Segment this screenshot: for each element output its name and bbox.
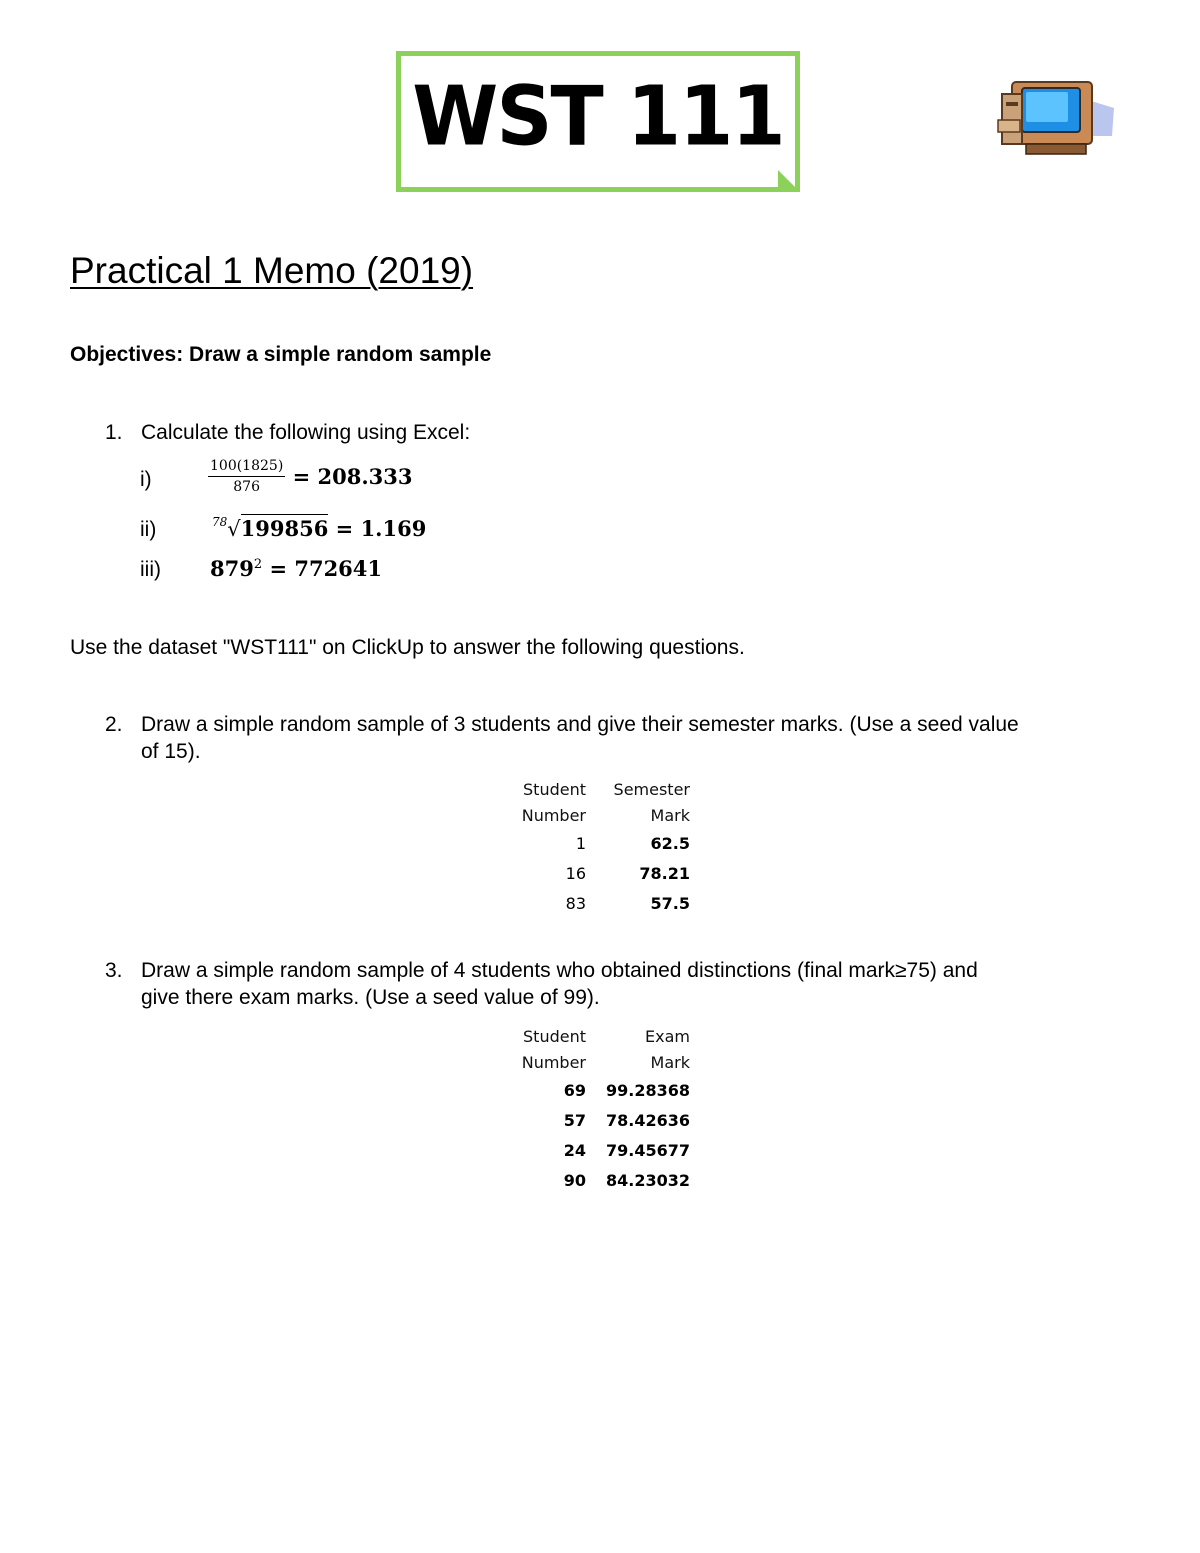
q1-fraction-numerator: 100(1825) <box>208 458 285 477</box>
table-header-cell: Semester <box>613 779 690 799</box>
table-header-cell: Mark <box>650 805 690 825</box>
table-cell: 83 <box>565 893 586 913</box>
table-header-cell: Mark <box>650 1052 690 1072</box>
question-3-number: 3. <box>105 959 123 982</box>
radical-sign-icon: √ <box>227 517 241 541</box>
q1-item-ii-label: ii) <box>140 518 157 541</box>
q1-item-iii-expression <box>210 556 382 581</box>
table-header-cell: Student <box>523 1026 586 1046</box>
q1-root-index: 78 <box>212 515 228 529</box>
table-cell: 90 <box>563 1170 586 1190</box>
course-logo-box <box>396 51 800 192</box>
table-row <box>508 858 690 888</box>
table-cell: 84.23032 <box>605 1170 690 1190</box>
computer-icon <box>996 78 1120 156</box>
q1-radicand: 199856 <box>240 516 329 541</box>
page-title: Practical 1 Memo (2019) <box>70 250 474 291</box>
table-row <box>508 1105 690 1135</box>
table-cell: 57 <box>563 1110 586 1130</box>
table-header-cell: Exam <box>645 1026 690 1046</box>
objectives-heading: Objectives: Draw a simple random sample <box>70 343 492 366</box>
table-header-cell: Number <box>521 1052 586 1072</box>
table-cell: 69 <box>563 1080 586 1100</box>
question-2-number: 2. <box>105 713 123 736</box>
table-cell: 1 <box>575 833 586 853</box>
q1-fraction-denominator: 876 <box>233 479 260 495</box>
table-header-row <box>508 802 690 828</box>
table-cell: 62.5 <box>650 833 690 853</box>
table-row <box>508 828 690 858</box>
table-cell: 24 <box>563 1140 586 1160</box>
question-2-text-line1: Draw a simple random sample of 3 students and give their semester marks. (Use a seed value <box>141 713 1019 736</box>
table-row <box>508 1135 690 1165</box>
table-row <box>508 1075 690 1105</box>
question-3-text-line1: Draw a simple random sample of 4 students who obtained distinctions (final mark≥75) and <box>141 959 978 982</box>
q1-item-iii-label: iii) <box>140 558 161 581</box>
table-header-row <box>508 776 690 802</box>
q1-exponent: 2 <box>253 557 263 572</box>
q1-item-ii-expression <box>212 516 426 541</box>
q1-item-i-expression <box>208 458 412 495</box>
q1-item-iii-result: = 772641 <box>269 556 383 581</box>
dataset-instruction: Use the dataset "WST111" on ClickUp to answer the following questions. <box>70 636 745 659</box>
table-cell: 99.28368 <box>605 1080 690 1100</box>
table-cell: 78.42636 <box>605 1110 690 1130</box>
table-row <box>508 888 690 918</box>
table-cell: 16 <box>565 863 586 883</box>
question-1-number: 1. <box>105 421 123 444</box>
q1-fraction <box>208 458 285 495</box>
table-cell: 57.5 <box>650 893 690 913</box>
table-header-row <box>508 1023 690 1049</box>
course-logo-text: WST 111 <box>412 69 784 165</box>
table-cell: 79.45677 <box>605 1140 690 1160</box>
table-row <box>508 1165 690 1195</box>
question-1-text: Calculate the following using Excel: <box>141 421 471 444</box>
q1-item-ii-result: = 1.169 <box>335 516 427 541</box>
question-2-text-line2: of 15). <box>141 740 201 763</box>
table-cell: 78.21 <box>639 863 690 883</box>
logo-page-fold <box>778 170 800 192</box>
q1-item-i-result: = 208.333 <box>292 464 413 489</box>
question-3-text-line2: give there exam marks. (Use a seed value of 99). <box>141 986 600 1009</box>
table-header-row <box>508 1049 690 1075</box>
q1-base: 879 <box>210 556 254 581</box>
q2-sample-table <box>508 776 690 918</box>
q3-sample-table <box>508 1023 690 1195</box>
table-header-cell: Number <box>521 805 586 825</box>
table-header-cell: Student <box>523 779 586 799</box>
q1-item-i-label: i) <box>140 468 152 491</box>
